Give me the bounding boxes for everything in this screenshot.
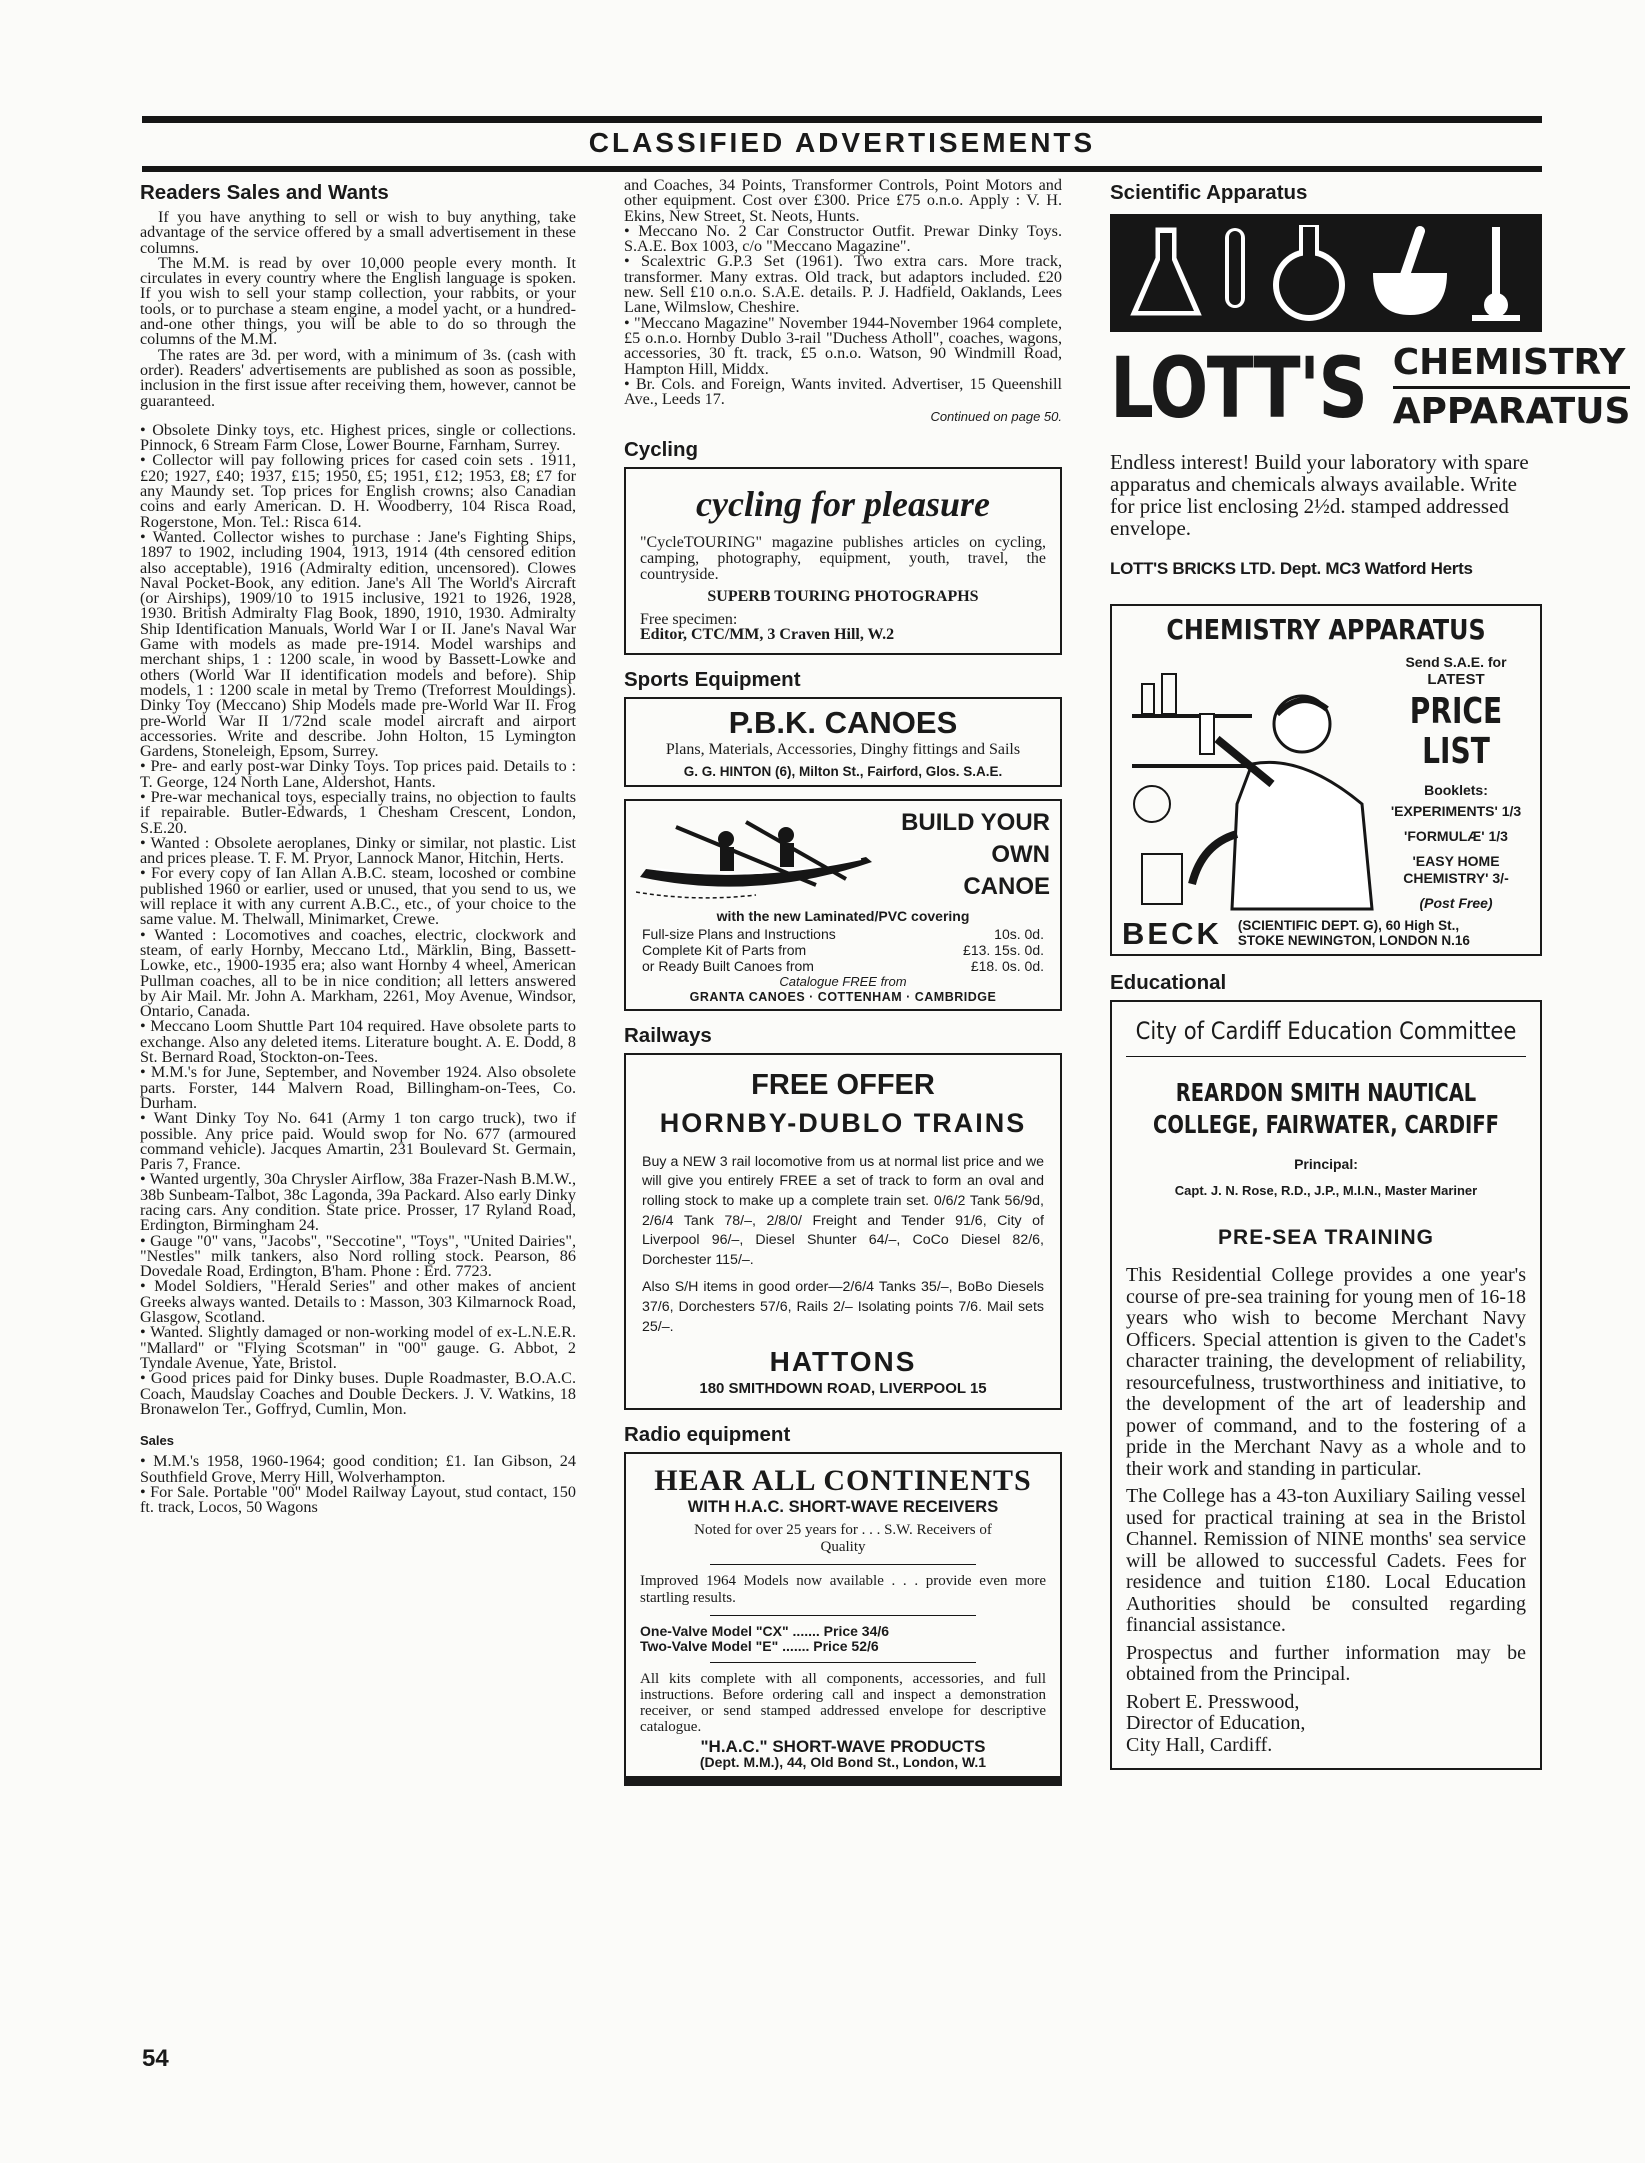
beck-booklets: Booklets: <box>1424 782 1488 799</box>
granta-catalogue: Catalogue FREE from <box>779 974 907 990</box>
granta-item-label: Full-size Plans and Instructions <box>642 926 836 943</box>
classified-ad: • Wanted : Obsolete aeroplanes, Dinky or similar, not plastic. List and prices please. T. F. M. Pryor, Lannock Manor, Hitchin, Herts. <box>140 833 576 868</box>
thermometer-icon <box>1466 223 1526 323</box>
granta-headline: BUILD YOUR <box>901 808 1050 836</box>
classified-ad: • Wanted. Collector wishes to purchase : Jane's Fighting Ships, 1897 to 1902, including 1904, 1913, 1914 (4th censored edition also acceptable), 1916 (Admiralty edition, uncensored). Clowes Naval Pocket-Book, any edition. Jane's All The World's Aircraft (or Airships), 1909/10 to 1915 inclusive, 1921 to 1926, 1928, 1930. British Admiralty Flag Book, 1890, 1910, 1930. Admiralty Ship Identification Manuals, World War I or II. Jane's Naval War Game with models as made pre-1914. Model warships and merchant ships, 1 : 1200 scale, in wood by Bassett-Lowke and others (World War II identification models and before). Ship models, 1 : 1200 scale in metal by Tremo (Treforrest Mouldings). Dinky Toy (Meccano) Ship Models made pre-World War II. Frog pre-World War II 1/72nd scale model aircraft and airport accessories. Write and describe. John Holton, 15 Lymington Gardens, Stoneleigh, Epsom, Surrey. <box>140 527 576 761</box>
classified-ad: • Model Soldiers, "Herald Series" and other makes of ancient Greeks always wanted. Details to : Masson, 303 Kilmarnock Road, Glasgow, Scotland. <box>140 1277 576 1327</box>
section-heading-railways: Railways <box>624 1023 712 1047</box>
intro-paragraph: If you have anything to sell or wish to buy anything, take advantage of the service offered by a small advertisement in these columns. <box>140 208 576 257</box>
beck-name: BECK <box>1122 915 1222 951</box>
section-heading-radio: Radio equipment <box>624 1423 791 1447</box>
hac-improved: Improved 1964 Models now available . . . provide even more startling results. <box>640 1572 1046 1606</box>
classified-ad: • For every copy of Ian Allan A.B.C. steam, locoshed or combine published 1960 or earlier, used or unused, that you send to us, we will replace it with any current A.B.C., etc., of your choice to the same value. M. Thelwall, Minimarket, Crewe. <box>140 864 576 929</box>
classified-ad: • Meccano No. 2 Car Constructor Outfit. Prewar Dinky Toys. S.A.E. Box 1003, c/o "Meccano Magazine". <box>624 221 1062 256</box>
granta-price-row <box>642 958 1044 974</box>
granta-item-label: or Ready Built Canoes from <box>642 958 814 975</box>
granta-price-row <box>642 926 1044 942</box>
pbk-canoes-ad <box>624 697 1062 787</box>
cycling-title: cycling for pleasure <box>696 483 990 524</box>
granta-item-price: 10s. 0d. <box>994 926 1044 943</box>
mortar-pestle-icon <box>1365 223 1455 323</box>
classified-ad: • Wanted. Slightly damaged or non-working model of ex-L.N.E.R. "Mallard" or "Flying Scotsman" in "00" gauge. G. Abbot, 2 Tyndale Avenue, Yate, Bristol. <box>140 1323 576 1372</box>
cardiff-principal: Capt. J. N. Rose, R.D., J.P., M.I.N., Master Mariner <box>1174 1182 1478 1198</box>
granta-item-label: Complete Kit of Parts from <box>642 942 807 959</box>
cardiff-paragraph: This Residential College provides a one year's course of pre-sea training for young men of 16-18 years who wish to become Merchant Navy Officers. Special attention is given to the Cadet's character training, the development of reliability, resourcefulness, trustworthiness and initiative, to the development of the art of leadership and power of command, and to the fostering of a pride in the Merchant Navy as a whole and to their work and standing in particular. <box>1126 1264 1526 1480</box>
cardiff-college-name: COLLEGE, FAIRWATER, CARDIFF <box>1153 1110 1499 1140</box>
column-readers-sales <box>140 178 576 1516</box>
granta-headline: CANOE <box>963 872 1050 900</box>
classified-ad: • Good prices paid for Dinky buses. Duple Roadmaster, B.O.A.C. Coach, Maudslay Coaches and Double Deckers. J. V. Watkins, 18 Bronawelon Ter., Goffryd, Cumlin, Mon. <box>140 1369 576 1418</box>
beck-post-free: (Post Free) <box>1419 895 1493 912</box>
hac-company: "H.A.C." SHORT-WAVE PRODUCTS <box>700 1737 986 1757</box>
canoe-illustration-icon <box>636 807 876 907</box>
hattons-subtitle: HORNBY-DUBLO TRAINS <box>659 1107 1027 1138</box>
hattons-body: Buy a NEW 3 rail locomotive from us at normal list price and we will give you entirely FREE a set of track to form an oval and rolling stock to make up a complete train set. 0/6/2 Tank 56/9d, 2/6/4 Tank 78/–, 2/8/0/ Freight and Tender 91/6, City of Liverpool 96/–, Diesel Shunter 64/–, CoCo Diesel 82/6, Dorchester 115/–. <box>642 1153 1044 1268</box>
round-flask-icon <box>1264 223 1354 323</box>
chemist-illustration-icon <box>1122 654 1382 914</box>
cycling-line: SUPERB TOURING PHOTOGRAPHS <box>707 587 979 605</box>
section-heading-scientific: Scientific Apparatus <box>1110 181 1308 204</box>
beck-address: STOKE NEWINGTON, LONDON N.16 <box>1237 933 1470 949</box>
section-heading-sports: Sports Equipment <box>624 667 801 691</box>
lotts-apparatus: APPARATUS <box>1392 391 1631 432</box>
column-right <box>1110 178 1631 1782</box>
hattons-name: HATTONS <box>769 1346 917 1378</box>
cardiff-signature: Director of Education, <box>1126 1712 1306 1735</box>
continued-note: Continued on page 50. <box>930 409 1062 425</box>
test-tube-icon <box>1217 223 1253 323</box>
lotts-footer: LOTT'S BRICKS LTD. Dept. MC3 Watford Herts <box>1110 559 1473 578</box>
hattons-title: FREE OFFER <box>751 1068 935 1101</box>
granta-price-table <box>636 926 1050 974</box>
classified-ad: • Obsolete Dinky toys, etc. Highest prices, single or collections. Pinnock, 6 Stream Farm Close, Lower Bourne, Farnham, Surrey. <box>140 420 576 455</box>
cardiff-paragraph: The College has a 43-ton Auxiliary Sailing vessel used for practical training at sea in the Bristol Channel. Remission of NINE months' sea service will be allowed to successful Cadets. Fees for residence and tuition £180. Local Education Authorities should be consulted regarding financial assistance. <box>1126 1485 1526 1637</box>
cardiff-committee: City of Cardiff Education Committee <box>1135 1017 1517 1046</box>
hac-radio-ad <box>624 1452 1062 1785</box>
lotts-apparatus-banner <box>1110 214 1542 332</box>
beck-title: CHEMISTRY APPARATUS <box>1166 613 1486 647</box>
cardiff-college-ad <box>1110 1000 1542 1770</box>
cardiff-paragraph: Prospectus and further information may be obtained from the Principal. <box>1126 1641 1526 1686</box>
classified-ad: • Scalextric G.P.3 Set (1961). Two extra cars. More track, transformer. Many extras. Old track, but adaptors included. £20 new. Sell £10 o.n.o. S.A.E. details. P. J. Hadfield, Oaklands, Lees Lane, Wilmslow, Cheshire. <box>624 252 1062 317</box>
sales-heading: Sales <box>140 1433 174 1449</box>
classified-list <box>140 420 576 1418</box>
hac-model-one: One-Valve Model "CX" ....... Price 34/6 <box>640 1622 890 1639</box>
lotts-chemistry: CHEMISTRY <box>1393 340 1631 389</box>
classified-ad: • Wanted urgently, 30a Chrysler Airflow, 38a Frazer-Nash B.M.W., 38b Sunbeam-Talbot, 38c Lagonda, 39a Packard. Also early Dinky racing cars. Any condition. State price. Prosser, 17 Ryland Road, Erdington, Birmingham 24. <box>140 1170 576 1235</box>
page-title: CLASSIFIED ADVERTISEMENTS <box>588 127 1096 158</box>
pbk-body: Plans, Materials, Accessories, Dinghy fittings and Sails <box>665 740 1021 758</box>
granta-canoe-ad <box>624 799 1062 1011</box>
section-heading-readers: Readers Sales and Wants <box>140 181 389 204</box>
beck-booklet-item: 'EASY HOME CHEMISTRY' 3/- <box>1403 853 1509 887</box>
page-number: 54 <box>142 2045 169 2072</box>
classified-ad: • Pre- and early post-war Dinky Toys. Top prices paid. Details to : T. George, 124 North Lane, Aldershot, Hants. <box>140 757 576 791</box>
hattons-body: Also S/H items in good order—2/6/4 Tanks 35/–, BoBo Diesels 37/6, Dorchesters 57/6, Rails 2/– Isolating points 7/6. Mail sets 25/–. <box>642 1279 1044 1335</box>
pbk-title: P.B.K. CANOES <box>728 704 958 740</box>
granta-price-row <box>642 942 1044 958</box>
intro-paragraph: The M.M. is read by over 10,000 people every month. It circulates in every country where the English language is spoken. If you wish to sell your stamp collection, your rabbits, or your tools, or to purchase a steam engine, a model yacht, or a hundred-and-one other things, you will be able to do so through the columns of the M.M. <box>140 253 576 349</box>
hac-address: (Dept. M.M.), 44, Old Bond St., London, W.1 <box>699 1753 987 1770</box>
granta-item-price: £18. 0s. 0d. <box>970 958 1044 975</box>
cardiff-college-name: REARDON SMITH NAUTICAL <box>1175 1078 1477 1108</box>
beck-booklet-item: 'EXPERIMENTS' 1/3 <box>1390 803 1522 820</box>
lotts-logo <box>1110 338 1631 437</box>
classified-ad: • Meccano Loom Shuttle Part 104 required. Have obsolete parts to exchange. Also any deleted items. Literature bought. A. E. Dodd, 8 St. Bernard Road, Stockton-on-Tees. <box>140 1017 576 1067</box>
cardiff-training: PRE-SEA TRAINING <box>1218 1225 1434 1249</box>
beck-booklet-item: 'FORMULÆ' 1/3 <box>1404 828 1508 845</box>
classified-ad: • M.M.'s 1958, 1960-1964; good condition; £1. Ian Gibson, 24 Southfield Grove, Merry Hill, Wolverhampton. <box>140 1452 576 1486</box>
column-middle <box>624 178 1062 1798</box>
classified-ad: • M.M.'s for June, September, and November 1924. Also obsolete parts. Forster, 144 Malvern Road, Billingham-on-Tees, Co. Durham. <box>140 1063 576 1112</box>
granta-footer: GRANTA CANOES · COTTENHAM · CAMBRIDGE <box>689 989 997 1004</box>
granta-headline: OWN <box>991 840 1050 868</box>
section-heading-educational: Educational <box>1110 971 1227 995</box>
conical-flask-icon <box>1126 223 1206 323</box>
beck-ad <box>1110 604 1542 956</box>
hac-model-two: Two-Valve Model "E" ....... Price 52/6 <box>640 1638 879 1655</box>
lotts-name: LOTT'S <box>1110 338 1367 437</box>
hac-noted: Noted for over 25 years for . . . S.W. Receivers of Quality <box>694 1521 992 1555</box>
cycling-body: "CycleTOURING" magazine publishes articles on cycling, camping, photography, equipment, youth, travel, the countryside. <box>640 533 1046 583</box>
cycling-line: Free specimen: <box>640 611 738 629</box>
pbk-address: G. G. HINTON (6), Milton St., Fairford, Glos. S.A.E. <box>683 763 1003 779</box>
classified-ad: • Collector will pay following prices for cased coin sets . 1911, £20; 1927, £40; 1937, £15; 1950, £5; 1951, £12; 1953, £8; £7 for any Maundy set. Top prices for English crowns; also Canadian coins and early American. D. H. Woodberry, 104 Risca Road, Rogerstone, Mon. Tel.: Risca 614. <box>140 451 576 531</box>
granta-item-price: £13. 15s. 0d. <box>963 942 1044 959</box>
cardiff-signature: Robert E. Presswood, <box>1126 1690 1300 1713</box>
sales-list <box>140 1454 576 1515</box>
section-heading-cycling: Cycling <box>624 437 699 461</box>
classified-ad: and Coaches, 34 Points, Transformer Controls, Point Motors and other equipment. Cost over £300. Price £75 o.n.o. Apply : V. H. Ekins, New Street, St. Neots, Hunts. <box>624 176 1062 225</box>
cycling-address: Editor, CTC/MM, 3 Craven Hill, W.2 <box>640 626 895 644</box>
classified-ad: • Gauge "0" vans, "Jacobs", "Seccotine", "Toys", "United Dairies", "Nestles" milk tankers, also Nord rolling stock. Pearson, 86 Dovedale Road, Erdington, B'ham. Phone : Erd. 7723. <box>140 1231 576 1281</box>
cycling-ad <box>624 467 1062 655</box>
beck-price-list: PRICE LIST <box>1409 691 1503 773</box>
cardiff-signature: City Hall, Cardiff. <box>1126 1733 1273 1756</box>
classified-ad: • "Meccano Magazine" November 1944-November 1964 complete, £5 o.n.o. Hornby Dublo 3-rail "Duchess Atholl", coaches, wagons, accessories, 30 ft. track, £5 o.n.o. Watson, 90 Windmill Road, Hampton Hill, Middx. <box>624 313 1062 378</box>
classified-ad: • For Sale. Portable "00" Model Railway Layout, stud contact, 150 ft. track, Locos, 50 Wagons <box>140 1483 576 1517</box>
intro-paragraph: The rates are 3d. per word, with a minimum of 3s. (cash with order). Readers' advertisements are published as soon as possible, inclusion in the first issue after receiving them, however, cannot be guaranteed. <box>140 345 576 410</box>
cardiff-principal-label: Principal: <box>1294 1156 1358 1173</box>
beck-address: (SCIENTIFIC DEPT. G), 60 High St., <box>1237 918 1460 934</box>
top-rule <box>142 116 1542 123</box>
hattons-address: 180 SMITHDOWN ROAD, LIVERPOOL 15 <box>699 1380 987 1398</box>
classified-ad: • Wanted : Locomotives and coaches, electric, clockwork and steam, of early Hornby, Meccano Ltd., Märklin, Bing, Bassett-Lowke, etc., 1900-1935 era; also want Hornby 4 wheel, American Pullman coaches, all to be in nice condition; all letters answered by Air Mail. Mr. John A. Markham, 2261, Moy Avenue, Windsor, Ontario, Canada. <box>140 925 576 1021</box>
hattons-ad <box>624 1053 1062 1411</box>
classified-ad: • Br. Cols. and Foreign, Wants invited. Advertiser, 15 Queenshill Ave., Leeds 17. <box>624 374 1062 409</box>
classified-ad: • Pre-war mechanical toys, especially trains, no objection to faults if repairable. Butler-Edwards, 1 Chesham Crescent, London, S.E.20. <box>140 787 576 837</box>
masthead-rule <box>142 166 1542 172</box>
hac-subtitle: WITH H.A.C. SHORT-WAVE RECEIVERS <box>687 1498 999 1517</box>
hac-title: HEAR ALL CONTINENTS <box>654 1464 1032 1498</box>
classified-list <box>624 178 1062 407</box>
classified-ad: • Want Dinky Toy No. 641 (Army 1 ton cargo truck), two if possible. Any price paid. Would swop for No. 677 (armoured command vehicle). Jacques Amartin, 231 Boulevard St. Germain, Paris 7, France. <box>140 1109 576 1174</box>
hac-kits: All kits complete with all components, accessories, and full instructions. Before ordering call and inspect a demonstration receiver, or send stamped addressed envelope for descriptive catalogue. <box>640 1671 1046 1736</box>
beck-latest: LATEST <box>1427 671 1485 689</box>
granta-sub: with the new Laminated/PVC covering <box>716 907 970 924</box>
lotts-body: Endless interest! Build your laboratory with spare apparatus and chemicals always available. Write for price list enclosing 2½d. stamped addressed envelope. <box>1110 450 1529 540</box>
beck-send: Send S.A.E. for <box>1405 654 1507 671</box>
